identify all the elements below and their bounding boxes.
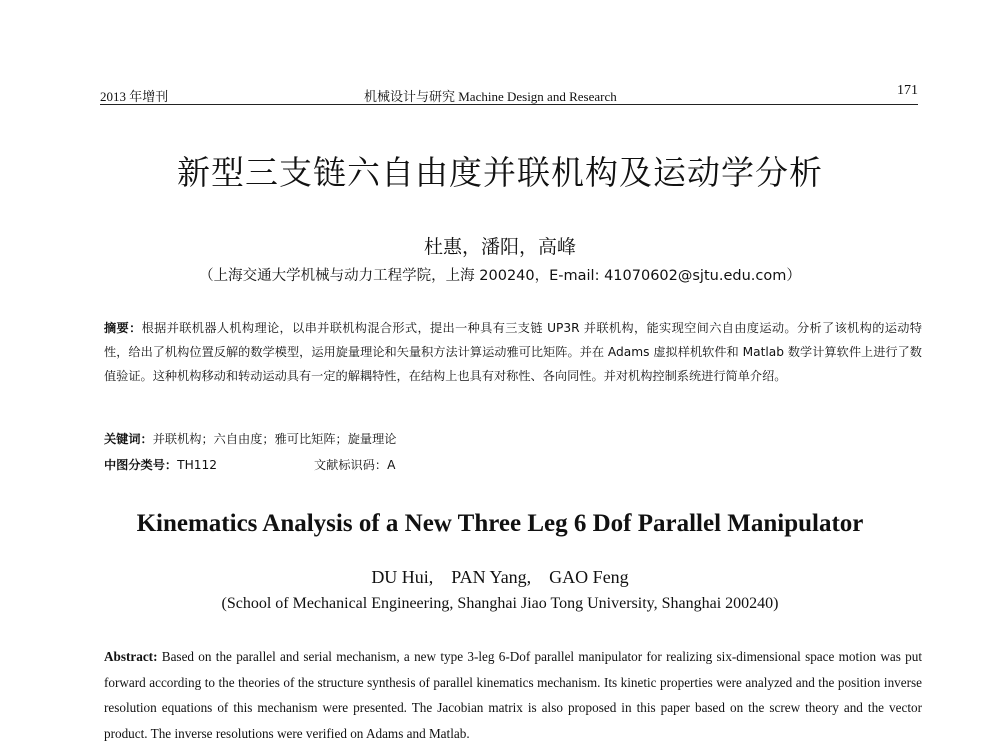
chinese-abstract-text: 根据并联机器人机构理论，以串并联机构混合形式，提出一种具有三支链 UP3R 并联机构，能实现空间六自由度运动。分析了该机构的运动特性，给出了机构位置反解的数学模型，运用旋量理论和矢量积方法计算运动雅可比矩阵。并在 Adams 虚拟样机软件和 Matlab 数学计算软件上进行了数值验证。这种机构移动和转动运动具有一定的解耦特性，在结构上也具有对称性、各向同性。并对机构控制系统进行简单介绍。: [104, 321, 922, 383]
running-header: [100, 83, 918, 105]
chinese-abstract-label: 摘要：: [104, 321, 142, 335]
english-authors: DU Hui, PAN Yang, GAO Feng: [371, 567, 629, 587]
chinese-abstract: [104, 316, 922, 388]
english-title: Kinematics Analysis of a New Three Leg 6 Dof Parallel Manipulator: [136, 510, 864, 537]
journal-issue: 2013 年增刊: [100, 89, 169, 104]
clc-label: 中图分类号：: [104, 458, 178, 472]
doc-code: A: [387, 458, 396, 472]
document-code-line: [314, 456, 395, 473]
english-abstract-label: Abstract:: [104, 649, 158, 664]
english-affiliation: (School of Mechanical Engineering, Shanghai Jiao Tong University, Shanghai 200240): [221, 595, 779, 612]
doc-code-label: 文献标识码：: [314, 458, 388, 472]
english-abstract: [104, 644, 922, 754]
keywords-text: 并联机构；六自由度；雅可比矩阵；旋量理论: [152, 432, 397, 446]
chinese-keywords: [104, 430, 397, 447]
chinese-title: 新型三支链六自由度并联机构及运动学分析: [177, 153, 823, 192]
journal-name: 机械设计与研究 Machine Design and Research: [364, 89, 617, 104]
classification-line: [104, 456, 217, 473]
clc-code: TH112: [177, 458, 217, 472]
chinese-affiliation: （上海交通大学机械与动力工程学院，上海 200240，E-mail: 41070602@sjtu.edu.com）: [199, 268, 801, 284]
page-number: 171: [897, 83, 918, 98]
chinese-authors: 杜惠，潘阳，高峰: [423, 236, 576, 258]
keywords-label: 关键词：: [104, 432, 153, 446]
english-abstract-text: Based on the parallel and serial mechanism, a new type 3-leg 6-Dof parallel manipulator for realizing six-dimensional space motion was put forward according to the theories of the structure synthesis of parallel kinematics mechanism. Its kinetic properties were analyzed and the position inverse resolution equations of this mechanism were presented. The Jacobian matrix is also proposed in this paper based on the screw theory and the vector product. The inverse resolutions were verified on Adams and Matlab.: [104, 649, 922, 741]
